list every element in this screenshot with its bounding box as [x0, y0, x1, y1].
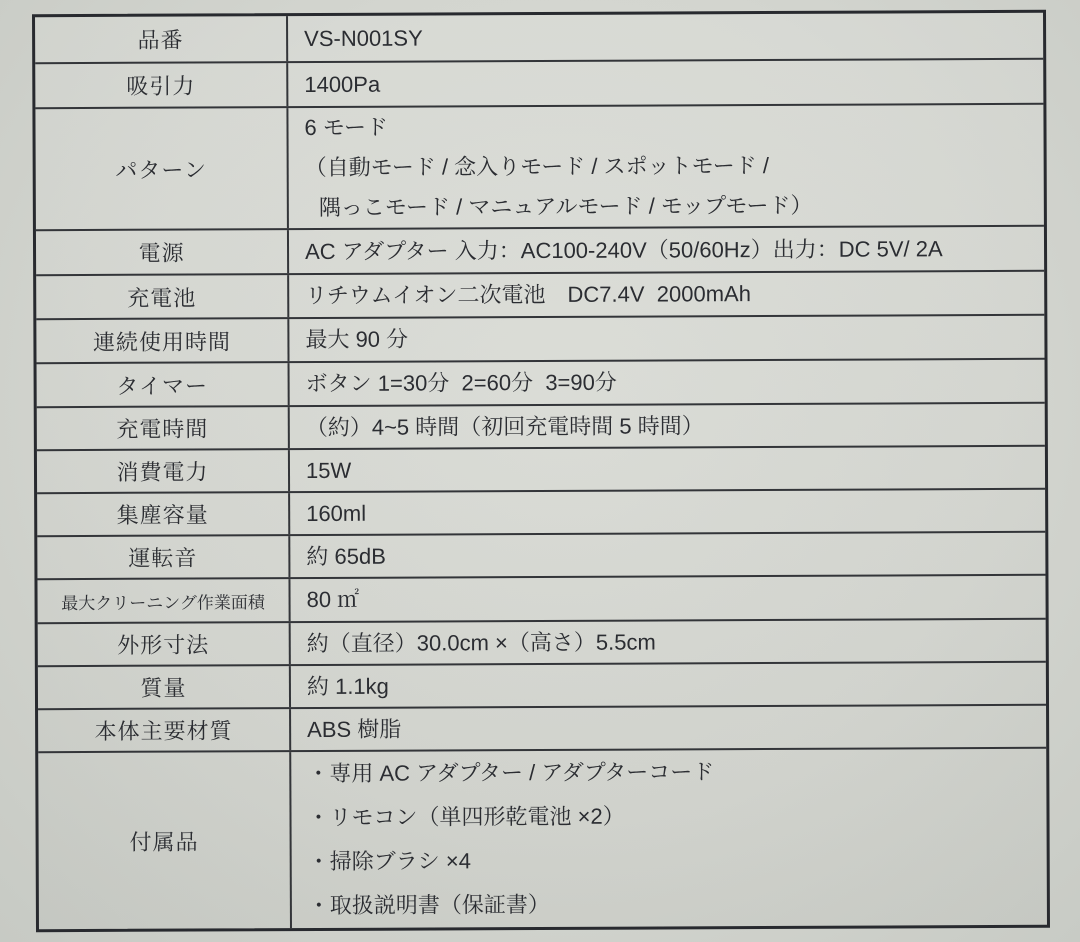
row-value — [291, 620, 1046, 664]
row-label: タイマー — [37, 363, 290, 406]
row-value-line: 約（直径）30.0cm ×（高さ）5.5cm — [306, 629, 656, 656]
row-label: 集塵容量 — [37, 493, 290, 535]
table-row — [37, 531, 1045, 578]
row-value-line: リチウムイオン二次電池 DC7.4V 2000mAh — [305, 281, 751, 309]
row-value-line: ボタン 1=30分 2=60分 3=90分 — [305, 369, 617, 397]
table-row — [37, 488, 1045, 535]
row-value — [290, 447, 1045, 491]
row-label: 電源 — [36, 230, 289, 274]
table-row — [38, 661, 1046, 708]
row-value — [290, 360, 1045, 405]
row-label: 消費電力 — [37, 450, 290, 492]
row-value-line: AC アダプター 入力：AC100-240V（50/60Hz）出力：DC 5V/ 2A — [304, 235, 943, 264]
table-row — [38, 747, 1047, 929]
row-value-line: ・取扱説明書（保証書） — [307, 891, 550, 919]
row-value — [290, 404, 1045, 448]
table-row — [36, 270, 1044, 318]
row-value-line: 隅っこモード / マニュアルモード / モップモード） — [318, 192, 813, 220]
row-label: 運転音 — [37, 536, 290, 578]
row-value — [289, 227, 1044, 273]
row-value-line: （約）4~5 時間（初回充電時間 5 時間） — [305, 412, 704, 440]
row-label: 充電池 — [36, 275, 289, 318]
row-value — [289, 272, 1044, 317]
row-value-line: 160ml — [306, 500, 367, 526]
row-value — [291, 706, 1046, 750]
table-row — [36, 225, 1044, 274]
row-label: 品番 — [35, 16, 288, 62]
spec-table — [32, 10, 1050, 932]
row-label: 本体主要材質 — [38, 709, 291, 751]
row-value — [288, 13, 1043, 61]
row-label: 外形寸法 — [38, 623, 291, 665]
row-value-line: 80 ㎡ — [306, 586, 360, 613]
row-value — [291, 663, 1046, 707]
table-row — [38, 618, 1046, 665]
row-value-line: ・リモコン（単四形乾電池 ×2） — [307, 803, 625, 831]
row-value-line: ABS 樹脂 — [307, 716, 402, 742]
row-label: 質量 — [38, 666, 291, 708]
table-row — [37, 445, 1045, 492]
row-value-line: 約 1.1kg — [306, 673, 389, 699]
row-value — [290, 490, 1045, 534]
row-value — [288, 105, 1044, 228]
row-value — [290, 576, 1045, 621]
row-value-line: 最大 90 分 — [305, 326, 409, 353]
row-value — [288, 60, 1043, 106]
table-row — [37, 402, 1045, 449]
row-value-line: （自動モード / 念入りモード / スポットモード / — [304, 153, 769, 181]
row-value-line: ・掃除ブラシ ×4 — [307, 848, 471, 875]
table-row — [37, 358, 1045, 406]
row-value-line: ・専用 AC アダプター / アダプターコード — [307, 759, 715, 787]
table-row — [37, 574, 1045, 622]
row-value — [291, 749, 1047, 928]
table-row — [36, 314, 1044, 362]
row-label: 連続使用時間 — [36, 319, 289, 362]
row-value — [289, 316, 1044, 361]
row-value-line: VS-N001SY — [304, 25, 423, 51]
row-label: 充電時間 — [37, 407, 290, 449]
row-label: 吸引力 — [35, 63, 288, 107]
row-label: パターン — [35, 108, 289, 229]
row-label: 付属品 — [38, 752, 292, 929]
row-value-line: 15W — [305, 457, 352, 483]
table-row — [35, 103, 1044, 229]
table-row — [38, 704, 1046, 751]
row-value-line: 約 65dB — [306, 543, 386, 569]
row-value-line: 1400Pa — [304, 71, 381, 97]
row-value — [290, 533, 1045, 577]
row-label: 最大クリーニング作業面積 — [37, 579, 290, 622]
table-row — [35, 13, 1043, 62]
row-value-line: 6 モード — [304, 114, 389, 141]
table-row — [35, 58, 1043, 107]
